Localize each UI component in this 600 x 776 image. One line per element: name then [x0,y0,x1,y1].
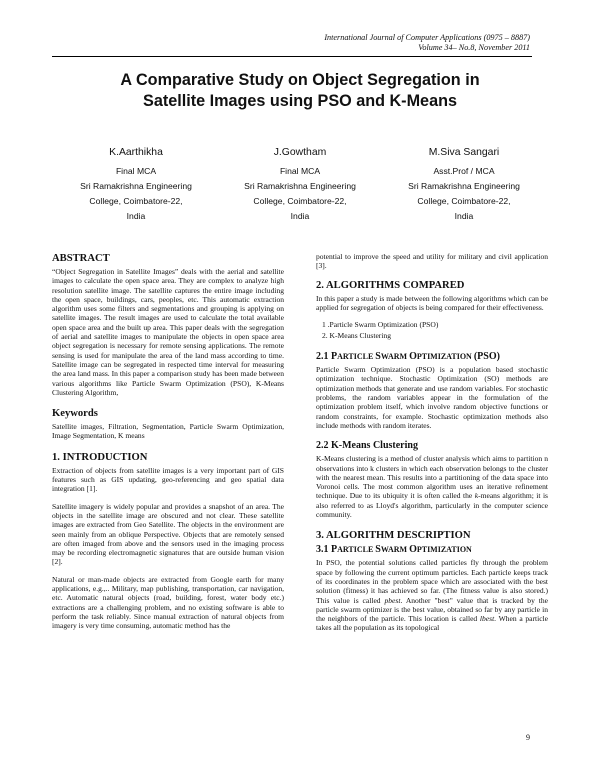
journal-name: International Journal of Computer Applications (0975 – 8887) [324,33,530,42]
author-3 [384,145,544,224]
author-affiliation-3: India [454,211,474,221]
heading-letter: O [409,351,417,363]
heading-smallcaps: PTIMIZATION [416,352,474,362]
heading-smallcaps: ARTICLE [337,545,376,555]
algorithms-heading: 2. ALGORITHMS COMPARED [316,279,465,291]
author-affiliation-2: College, Coimbatore-22, [417,196,511,206]
description-heading: 3. ALGORITHM DESCRIPTION [316,530,471,542]
journal-volume: Volume 34– No.8, November 2011 [418,43,530,52]
right-column [316,252,548,643]
text-run: In PSO, the potential solutions called particles fly through the problem space by following the current optimum particles. Each particle keeps track of its coordinates in the problem space which are associated with the best solution (fitness) it has achieved so far. (The fitness value is also stored.) This value is called [316,558,548,605]
author-name: J.Gowtham [273,147,327,158]
italic-run: pbest [384,595,401,605]
text-run: . When a particle takes all the population as its topological [316,614,549,633]
author-affiliation-2: College, Coimbatore-22, [253,196,347,206]
author-affiliation-2: College, Coimbatore-22, [89,196,183,206]
heading-smallcaps: ARTICLE [337,352,376,362]
heading-number: 2.1 [316,351,331,363]
author-1 [56,145,216,224]
heading-letter: P [331,544,338,556]
header-rule [52,56,532,57]
heading-smallcaps: WARM [380,352,410,362]
author-affiliation-3: India [290,211,310,221]
italic-run: k [474,491,479,501]
text-run: -means algorithm; it is also referred to as Lloyd's algorithm, particularly in the computer science community. [316,491,548,520]
heading-smallcaps: PTIMIZATION [416,545,472,555]
pso-subheading [316,544,548,556]
heading-letter: O [409,544,417,556]
author-affiliation-1: Sri Ramakrishna Engineering [244,181,356,191]
kmeans-heading: 2.2 K-Means Clustering [316,440,418,452]
author-role: Asst.Prof / MCA [433,166,495,176]
pso-text: Particle Swarm Optimization (PSO) is a population based stochastic optimization technique. Stochastic Optimization (SO) methods are optimization methods that generate and use random variables. For stochastic problems, the random variables appear in the formulation of the optimization problem itself, which involve random objective functions or random constraints, for example. Stochastic optimization methods also include methods with random iterates. [316,365,548,430]
list-item: 2. K-Means Clustering [322,330,391,340]
algorithms-text: In this paper a study is made between the following algorithms which can be applied for segregation of objects is being compared for their effectiveness. [316,293,548,312]
keywords-text: Satellite images, Filtration, Segmentation, Particle Swarm Optimization, Image Segmentation, K means [52,422,284,441]
heading-number: 3.1 [316,544,331,556]
heading-letter: S [375,351,381,363]
algorithms-section [316,279,548,342]
kmeans-text [316,454,548,519]
text-run: . Another "best" value that is tracked by the particle swarm optimizer is the best value, obtained so far by any particle in the neighbors of the particle. This location is called [316,595,548,624]
description-text [316,558,548,632]
heading-smallcaps: WARM [380,545,410,555]
pso-section [316,351,548,430]
pso-heading [316,351,548,363]
abstract-heading: ABSTRACT [52,253,110,264]
heading-abbrev: (PSO) [473,351,500,363]
keywords-heading: Keywords [52,408,98,420]
keywords-section [52,407,284,441]
author-role: Final MCA [279,166,321,176]
abstract-text: “Object Segregation in Satellite Images” deals with the aerial and satellite images to calculate the open space area. They are complex to analyze high resolution satellite image. The satellite captures the entire image including the open space, buildings, cars, peoples, etc. This automatic extraction algorithm uses some filters and segmentations and grouping is applying on satellite images. The result images are used to calculate the total available open space area and the built up area. This paper deals with the segregation of aerial and satellite images to manipulate the objects in open space area object segregation is necessary for remote sensing applications. The remote sensing is used for manipulate the area of the land mass according to time. Satellite image can be segregated in respected time interval for measuring the area land mass. In this paper a comparison study has been made between various algorithms like Particle Swarm Optimization (PSO), K-Means Clustering Algorithm, [52,267,284,397]
paper-title [52,70,548,112]
intro-continuation: potential to improve the speed and utility for military and civil application [3]. [316,252,548,271]
intro-paragraph-1: Extraction of objects from satellite images is a very important part of GIS features such as GIS updating, geo-referencing and geo spatial data integration [1]. [52,465,284,494]
title-line-2: Satellite Images using PSO and K-Means [143,92,457,110]
page-number: 9 [526,733,530,742]
title-line-1: A Comparative Study on Object Segregation in [120,71,480,89]
author-affiliation-1: Sri Ramakrishna Engineering [80,181,192,191]
heading-letter: S [375,544,381,556]
italic-run: lbest [479,614,495,624]
kmeans-section [316,440,548,519]
list-item: 1 .Particle Swarm Optimization (PSO) [322,320,439,330]
author-name: K.Aarthikha [109,147,163,158]
intro-paragraph-3: Natural or man-made objects are extracted from Google earth for many applications, e.g.,.. Military, map publishing, transportation, car navigation, etc. Automatic natural objects (road, building, forest, water body etc.) extractions are a challenging problem, and no existing software is able to perform the task reliably. Since manual extraction of natural objects from imagery is very time consuming, automatic method has the [52,574,284,631]
abstract-section [52,252,284,397]
intro-paragraph-2: Satellite imagery is widely popular and provides a snapshot of an area. The objects in the satellite image are obscured and not clear. These satellite images are extracted from Geo Satellite. The objects in the environment are seen mainly from an oblique Perspective. Objects that are remotely sensed are often imaged from above and the sensors used in the imaging process may be recording electromagnetic signatures that are outside human vision [2]. [52,501,284,567]
author-2 [220,145,380,224]
author-role: Final MCA [115,166,157,176]
author-name: M.Siva Sangari [428,147,500,158]
description-section [316,529,548,632]
journal-header [324,33,530,53]
author-block [56,145,544,224]
heading-letter: P [331,351,338,363]
author-affiliation-1: Sri Ramakrishna Engineering [408,181,520,191]
author-affiliation-3: India [126,211,146,221]
introduction-heading: 1. INTRODUCTION [52,451,148,463]
algorithm-list [322,320,548,341]
left-column [52,252,284,641]
text-run: K-Means clustering is a method of cluster analysis which aims to partition n observations into k clusters in which each observation belongs to the cluster with the nearest mean. This results into a partitioning of the data space into Voronoi cells. The most common algorithm uses an iterative refinement technique. Due to its ubiquity it is often called the [316,454,548,501]
introduction-section [52,451,284,631]
